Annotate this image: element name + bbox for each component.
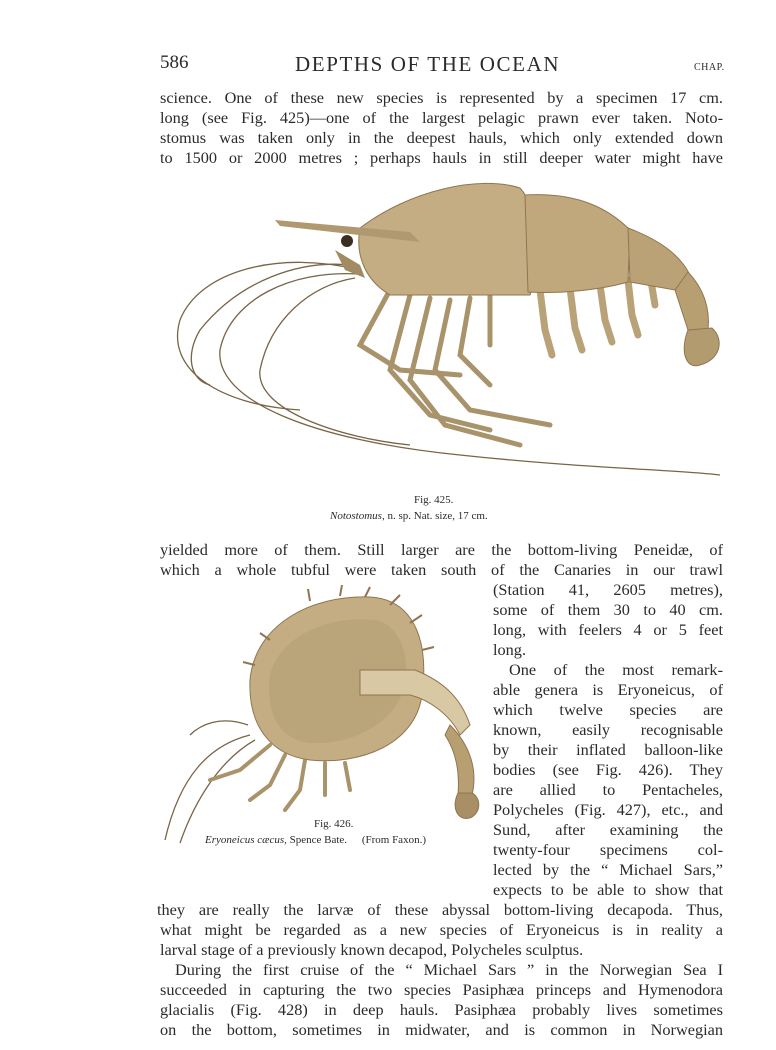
- figure-author: Spence Bate.: [289, 834, 348, 846]
- text-line: long.: [493, 640, 527, 659]
- text-line: are allied to Pentacheles,: [493, 780, 723, 799]
- text-line: what might be regarded as a new species of Eryoneicus is in reality a: [160, 920, 723, 939]
- text-line: long, with feelers 4 or 5 feet: [493, 620, 723, 639]
- text-line: yielded more of them. Still larger are the bottom-living Peneidæ, of: [160, 540, 723, 559]
- text-line: by their inflated balloon-like: [493, 740, 723, 759]
- text-line: known, easily recognisable: [493, 720, 723, 739]
- page-number: 586: [160, 52, 189, 73]
- figure-caption: [330, 510, 488, 522]
- text-line: (Station 41, 2605 metres),: [493, 580, 723, 599]
- text-line: During the first cruise of the “ Michael Sars ” in the Norwegian Sea I: [175, 960, 723, 979]
- figure-label: Fig. 425.: [414, 494, 454, 506]
- figure-caption: [205, 834, 426, 846]
- text-line: expects to be able to show that: [493, 880, 723, 899]
- figure-species: Notostomus,: [330, 510, 385, 522]
- text-line: on the bottom, sometimes in midwater, and is common in Norwegian: [160, 1020, 723, 1039]
- eryoneicus-illustration: [160, 585, 490, 845]
- text-line: which twelve species are: [493, 700, 723, 719]
- text-line: to 1500 or 2000 metres ; perhaps hauls in still deeper water might have: [160, 148, 723, 167]
- text-line: Sund, after examining the: [493, 820, 723, 839]
- text-line: stomus was taken only in the deepest hauls, which only extended down: [160, 128, 723, 147]
- figure-label: Fig. 426.: [314, 818, 354, 830]
- text-line: glacialis (Fig. 428) in deep hauls. Pasiphæa probably lives sometimes: [160, 1000, 723, 1019]
- text-line: larval stage of a previously known decapod, Polycheles sculptus.: [160, 940, 584, 959]
- text-line: some of them 30 to 40 cm.: [493, 600, 723, 619]
- text-line: they are really the larvæ of these abyssal bottom-living decapoda. Thus,: [157, 900, 723, 919]
- text-line: lected by the “ Michael Sars,”: [493, 860, 723, 879]
- figure-species: Eryoneicus cæcus,: [205, 834, 287, 846]
- figure-source: (From Faxon.): [361, 834, 426, 846]
- text-line: One of the most remark-: [509, 660, 723, 679]
- running-title: DEPTHS OF THE OCEAN: [295, 52, 561, 76]
- text-line: bodies (see Fig. 426). They: [493, 760, 723, 779]
- text-line: long (see Fig. 425)—one of the largest pelagic prawn ever taken. Noto-: [160, 108, 723, 127]
- figure-detail: n. sp. Nat. size, 17 cm.: [387, 510, 488, 522]
- text-line: which a whole tubful were taken south of the Canaries in our trawl: [160, 560, 723, 579]
- text-line: succeeded in capturing the two species Pasiphæa princeps and Hymenodora: [160, 980, 723, 999]
- prawn-illustration: [160, 170, 760, 490]
- text-line: able genera is Eryoneicus, of: [493, 680, 723, 699]
- text-line: twenty-four specimens col-: [493, 840, 723, 859]
- chapter-abbreviation: CHAP.: [694, 62, 725, 73]
- text-line: Polycheles (Fig. 427), etc., and: [493, 800, 723, 819]
- text-line: science. One of these new species is represented by a specimen 17 cm.: [160, 88, 723, 107]
